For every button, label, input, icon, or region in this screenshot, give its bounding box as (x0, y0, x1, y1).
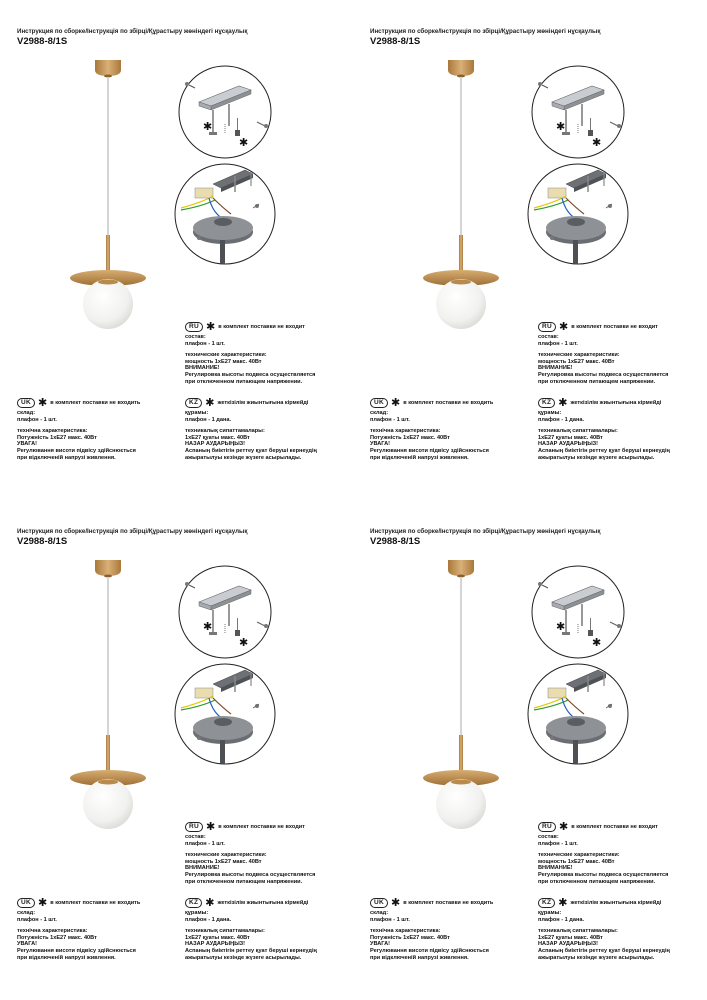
uk-line: Потужність 1хЕ27 макс. 40Вт (370, 434, 450, 441)
uk-line: технічна характеристика: (17, 428, 88, 435)
ru-section (538, 322, 668, 385)
uk-badge: UK (370, 398, 388, 408)
ru-line: ВНИМАНИЕ! (185, 365, 220, 372)
kz-section (538, 898, 670, 961)
uk-section (370, 898, 493, 961)
ru-line: Регулировка высоты подвеса осуществляется (538, 371, 669, 378)
star-icon: ✱ (38, 897, 48, 909)
uk-line: Потужність 1хЕ27 макс. 40Вт (370, 934, 450, 941)
ru-line: технические характеристики: (538, 352, 620, 359)
ru-line: технические характеристики: (538, 852, 620, 859)
ceiling-canopy (448, 60, 474, 76)
star-icon: ✱ (559, 821, 569, 833)
ru-note: в комплект поставки не входит (218, 323, 305, 330)
model-number: V2988-8/1S (370, 536, 421, 547)
uk-line: Регулювання висоти підвісу здійснюється (370, 947, 489, 954)
star-icon: ✱ (205, 397, 215, 409)
uk-line: склад: (370, 910, 389, 916)
ru-line: Регулировка высоты подвеса осуществляется (538, 871, 669, 878)
canopy-wiring-diagram (173, 662, 277, 766)
svg-text:✱: ✱ (239, 636, 249, 649)
model-number: V2988-8/1S (370, 36, 421, 47)
star-icon: ✱ (558, 397, 568, 409)
kz-note: жеткізілім жиынтығына кірмейді (217, 899, 309, 906)
gold-tube (459, 735, 463, 775)
ru-section (538, 822, 668, 885)
uk-line: плафон - 1 шт. (370, 916, 410, 923)
canopy-wiring-diagram (173, 162, 277, 266)
kz-line: құрамы: (185, 410, 209, 416)
kz-line: ажыратылуы кезінде жүзеге асырылады. (538, 954, 655, 961)
glass-globe (436, 779, 486, 829)
mounting-bracket-diagram (173, 564, 277, 660)
kz-line: НАЗАР АУДАРЫҢЫЗ! (185, 941, 246, 948)
uk-line: Регулювання висоти підвісу здійснюється (370, 447, 489, 454)
ru-line: Регулировка высоты подвеса осуществляется (185, 371, 316, 378)
kz-badge: KZ (538, 898, 555, 908)
uk-line: Регулювання висоти підвісу здійснюється (17, 947, 136, 954)
kz-line: НАЗАР АУДАРЫҢЫЗ! (185, 441, 246, 448)
mounting-bracket-diagram (173, 64, 277, 160)
canopy-wiring-diagram (526, 662, 630, 766)
pendant-lamp-illustration (37, 560, 167, 860)
kz-line: НАЗАР АУДАРЫҢЫЗ! (538, 941, 599, 948)
pendant-lamp-illustration (390, 60, 520, 360)
ru-line: мощность 1хЕ27 макс. 40Вт (185, 858, 262, 865)
gold-tube (106, 735, 110, 775)
kz-line: НАЗАР АУДАРЫҢЫЗ! (538, 441, 599, 448)
kz-line: плафон - 1 дана. (185, 916, 232, 923)
ru-note: в комплект поставки не входит (571, 823, 658, 830)
kz-line: Аспаның биіктігін реттеу қуат беруші кернеудің (185, 947, 317, 954)
uk-section (17, 898, 140, 961)
kz-line: техникалық сипаттамалары: (185, 928, 265, 935)
ru-section (185, 822, 315, 885)
ru-line: при отключенном питающем напряжении. (538, 878, 656, 885)
uk-line: склад: (17, 410, 36, 416)
uk-line: склад: (17, 910, 36, 916)
kz-section (185, 898, 317, 961)
instruction-sheet (17, 528, 357, 998)
kz-line: плафон - 1 дана. (185, 416, 232, 423)
mounting-bracket-diagram (526, 64, 630, 160)
uk-section (370, 398, 493, 461)
uk-line: плафон - 1 шт. (370, 416, 410, 423)
ru-line: состав: (185, 834, 206, 840)
kz-line: құрамы: (185, 910, 209, 916)
uk-line: склад: (370, 410, 389, 416)
uk-badge: UK (17, 898, 35, 908)
ru-line: плафон - 1 шт. (185, 840, 225, 847)
kz-line: 1хЕ27 қуаты макс. 40Вт (538, 434, 603, 441)
ru-line: состав: (185, 334, 206, 340)
uk-line: УВАГА! (17, 941, 38, 948)
ru-line: мощность 1хЕ27 макс. 40Вт (538, 858, 615, 865)
uk-line: плафон - 1 шт. (17, 916, 57, 923)
ceiling-canopy (95, 560, 121, 576)
ru-line: технические характеристики: (185, 352, 267, 359)
kz-badge: KZ (538, 398, 555, 408)
ru-line: мощность 1хЕ27 макс. 40Вт (538, 358, 615, 365)
uk-note: в комплект поставки не входить (50, 399, 141, 406)
uk-line: Потужність 1хЕ27 макс. 40Вт (17, 934, 97, 941)
ru-line: состав: (538, 834, 559, 840)
star-icon: ✱ (38, 397, 48, 409)
uk-line: Потужність 1хЕ27 макс. 40Вт (17, 434, 97, 441)
ru-note: в комплект поставки не входит (571, 323, 658, 330)
gold-tube (459, 235, 463, 275)
model-number: V2988-8/1S (17, 36, 68, 47)
kz-line: плафон - 1 дана. (538, 916, 585, 923)
ru-line: ВНИМАНИЕ! (538, 365, 573, 372)
instruction-title: Инструкция по сборке/Інструкція по збірці/Құрастыру жөніндегі нұсқаулық (17, 28, 248, 35)
uk-line: плафон - 1 шт. (17, 416, 57, 423)
ru-line: состав: (538, 334, 559, 340)
kz-line: техникалық сипаттамалары: (538, 428, 618, 435)
kz-line: ажыратылуы кезінде жүзеге асырылады. (185, 954, 302, 961)
uk-note: в комплект поставки не входить (403, 399, 494, 406)
ru-line: при отключенном питающем напряжении. (185, 878, 303, 885)
instruction-title: Инструкция по сборке/Інструкція по збірці/Құрастыру жөніндегі нұсқаулық (17, 528, 248, 535)
ru-line: ВНИМАНИЕ! (185, 865, 220, 872)
star-icon: ✱ (391, 397, 401, 409)
kz-badge: KZ (185, 398, 202, 408)
kz-line: ажыратылуы кезінде жүзеге асырылады. (185, 454, 302, 461)
kz-section (185, 398, 317, 461)
instruction-sheet (17, 28, 357, 498)
uk-line: УВАГА! (370, 941, 391, 948)
kz-line: Аспаның биіктігін реттеу қуат беруші кернеудің (538, 947, 670, 954)
ru-line: плафон - 1 шт. (185, 340, 225, 347)
svg-text:✱: ✱ (556, 120, 566, 133)
uk-note: в комплект поставки не входить (403, 899, 494, 906)
ru-line: технические характеристики: (185, 852, 267, 859)
kz-note: жеткізілім жиынтығына кірмейді (570, 399, 662, 406)
kz-section (538, 398, 670, 461)
gold-tube (106, 235, 110, 275)
ru-line: ВНИМАНИЕ! (538, 865, 573, 872)
ru-line: мощность 1хЕ27 макс. 40Вт (185, 358, 262, 365)
kz-line: плафон - 1 дана. (538, 416, 585, 423)
uk-line: технічна характеристика: (17, 928, 88, 935)
uk-badge: UK (17, 398, 35, 408)
ru-line: Регулировка высоты подвеса осуществляется (185, 871, 316, 878)
kz-line: 1хЕ27 қуаты макс. 40Вт (185, 434, 250, 441)
canopy-wiring-diagram (526, 162, 630, 266)
uk-line: при відключеній напрузі живлення. (17, 954, 116, 961)
svg-text:✱: ✱ (592, 636, 602, 649)
ru-badge: RU (185, 322, 203, 332)
star-icon: ✱ (206, 321, 216, 333)
kz-note: жеткізілім жиынтығына кірмейді (217, 399, 309, 406)
uk-line: технічна характеристика: (370, 928, 441, 935)
pendant-lamp-illustration (390, 560, 520, 860)
instruction-title: Инструкция по сборке/Інструкція по збірці/Құрастыру жөніндегі нұсқаулық (370, 528, 601, 535)
star-icon: ✱ (205, 897, 215, 909)
kz-line: техникалық сипаттамалары: (185, 428, 265, 435)
ru-line: плафон - 1 шт. (538, 840, 578, 847)
ru-badge: RU (538, 322, 556, 332)
instruction-sheet (370, 28, 707, 498)
uk-line: технічна характеристика: (370, 428, 441, 435)
ru-line: плафон - 1 шт. (538, 340, 578, 347)
kz-line: құрамы: (538, 410, 562, 416)
uk-line: УВАГА! (17, 441, 38, 448)
star-icon: ✱ (559, 321, 569, 333)
ru-section (185, 322, 315, 385)
ru-line: при отключенном питающем напряжении. (538, 378, 656, 385)
kz-note: жеткізілім жиынтығына кірмейді (570, 899, 662, 906)
pendant-lamp-illustration (37, 60, 167, 360)
ru-line: при отключенном питающем напряжении. (185, 378, 303, 385)
uk-line: при відключеній напрузі живлення. (17, 454, 116, 461)
svg-text:✱: ✱ (203, 120, 213, 133)
kz-line: 1хЕ27 қуаты макс. 40Вт (538, 934, 603, 941)
star-icon: ✱ (558, 897, 568, 909)
glass-globe (436, 279, 486, 329)
model-number: V2988-8/1S (17, 536, 68, 547)
star-icon: ✱ (391, 897, 401, 909)
uk-note: в комплект поставки не входить (50, 899, 141, 906)
kz-line: ажыратылуы кезінде жүзеге асырылады. (538, 454, 655, 461)
uk-line: при відключеній напрузі живлення. (370, 454, 469, 461)
uk-line: УВАГА! (370, 441, 391, 448)
mounting-bracket-diagram (526, 564, 630, 660)
instruction-sheet (370, 528, 707, 998)
svg-text:✱: ✱ (239, 136, 249, 149)
ru-note: в комплект поставки не входит (218, 823, 305, 830)
kz-line: Аспаның биіктігін реттеу қуат беруші кернеудің (185, 447, 317, 454)
ceiling-canopy (448, 560, 474, 576)
kz-line: 1хЕ27 қуаты макс. 40Вт (185, 934, 250, 941)
svg-text:✱: ✱ (592, 136, 602, 149)
svg-text:✱: ✱ (203, 620, 213, 633)
kz-line: Аспаның биіктігін реттеу қуат беруші кернеудің (538, 447, 670, 454)
kz-line: құрамы: (538, 910, 562, 916)
ru-badge: RU (185, 822, 203, 832)
kz-line: техникалық сипаттамалары: (538, 928, 618, 935)
glass-globe (83, 279, 133, 329)
star-icon: ✱ (206, 821, 216, 833)
uk-line: при відключеній напрузі живлення. (370, 954, 469, 961)
kz-badge: KZ (185, 898, 202, 908)
glass-globe (83, 779, 133, 829)
ru-badge: RU (538, 822, 556, 832)
instruction-title: Инструкция по сборке/Інструкція по збірці/Құрастыру жөніндегі нұсқаулық (370, 28, 601, 35)
uk-line: Регулювання висоти підвісу здійснюється (17, 447, 136, 454)
uk-badge: UK (370, 898, 388, 908)
svg-text:✱: ✱ (556, 620, 566, 633)
ceiling-canopy (95, 60, 121, 76)
uk-section (17, 398, 140, 461)
